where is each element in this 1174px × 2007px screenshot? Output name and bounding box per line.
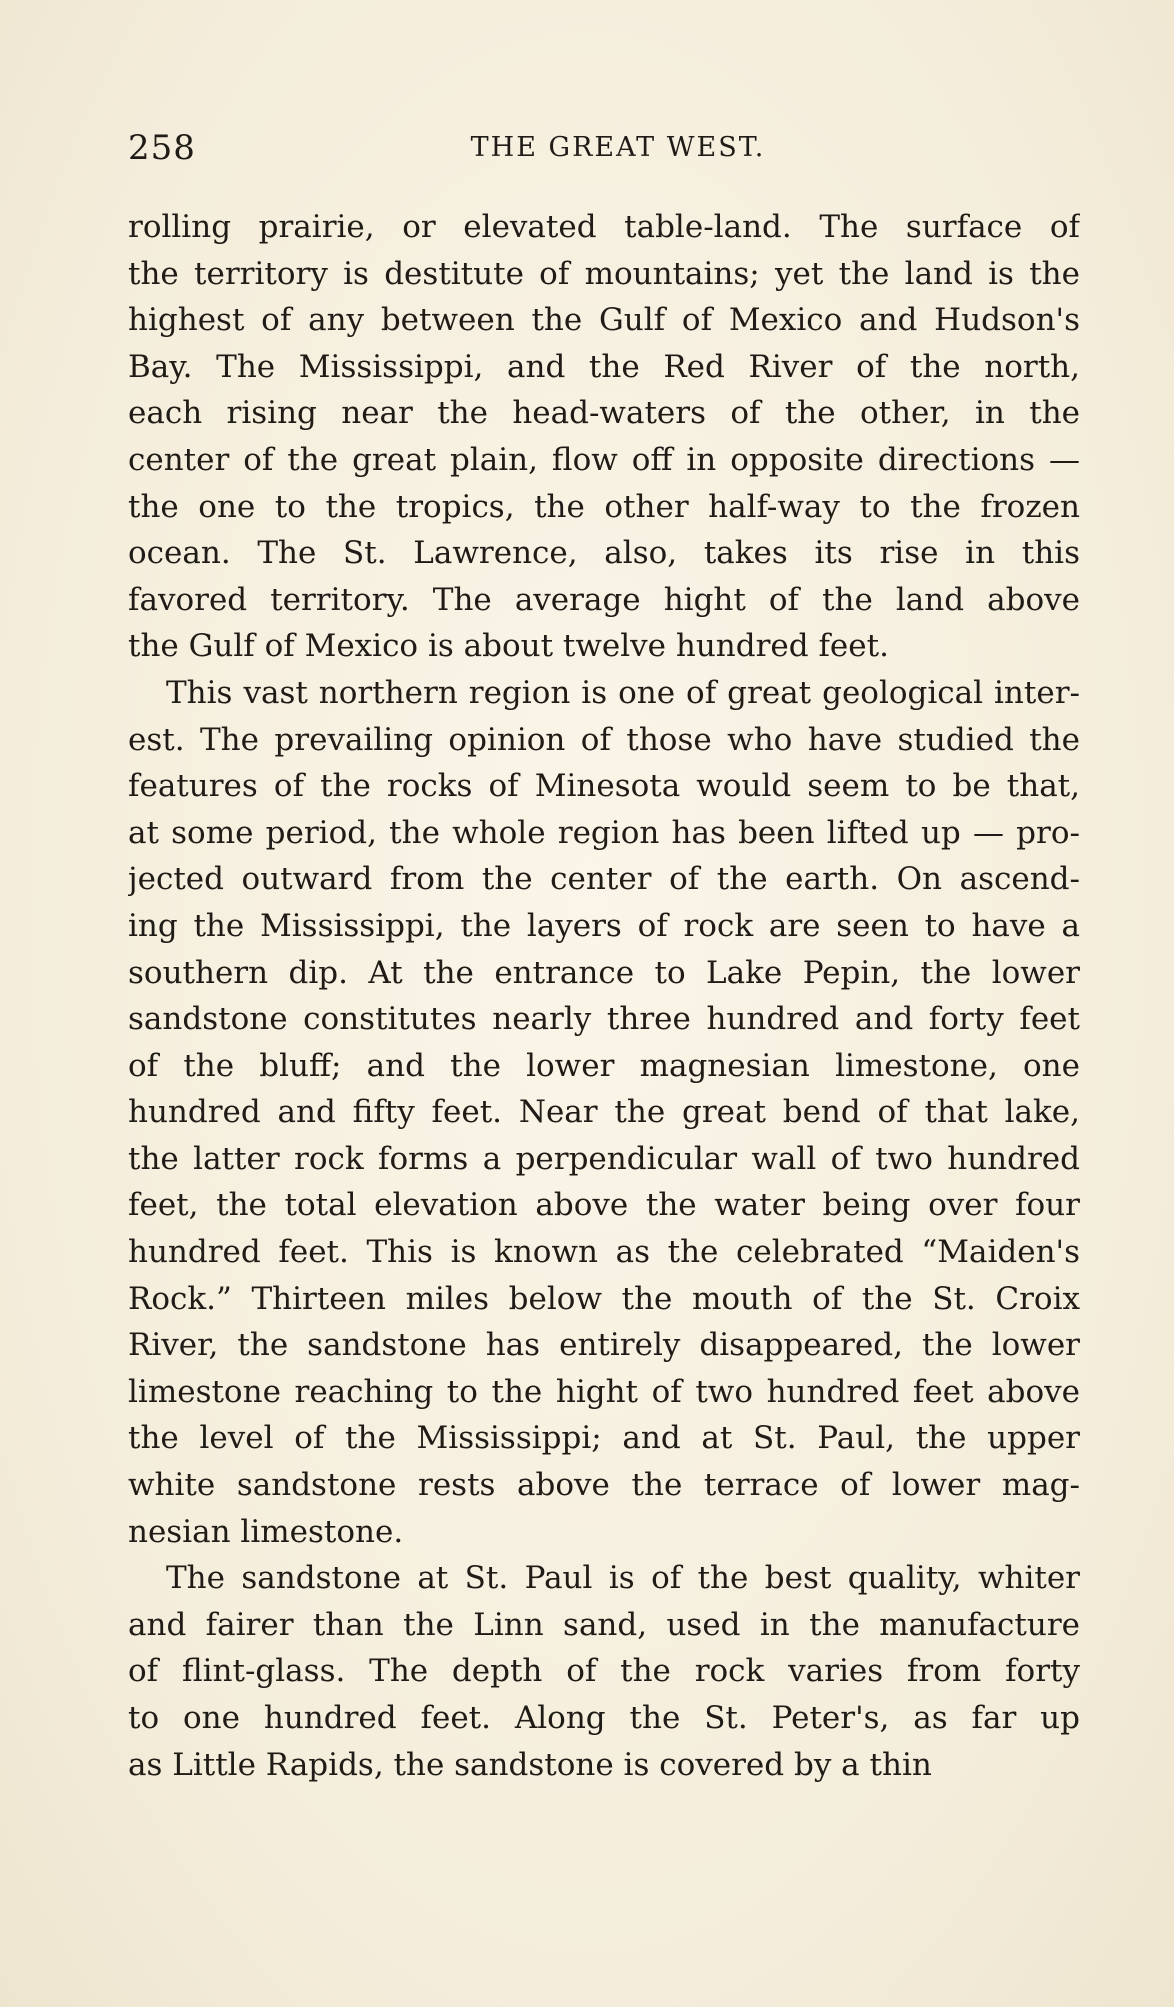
- text-line: the latter rock forms a perpendicular wall of two hundred: [128, 1140, 1080, 1177]
- paragraph: [128, 204, 1080, 670]
- text-line: nesian limestone.: [128, 1513, 404, 1550]
- running-head: [128, 128, 1078, 172]
- text-line: ing the Mississippi, the layers of rock are seen to have a: [128, 907, 1080, 944]
- text-line: hundred and fifty feet. Near the great bend of that lake,: [128, 1094, 1080, 1131]
- paragraph: [128, 1555, 1080, 1788]
- text-line: hundred feet. This is known as the celebrated “Maiden's: [128, 1234, 1080, 1271]
- text-line: the level of the Mississippi; and at St. Paul, the upper: [128, 1420, 1080, 1457]
- text-line: the one to the tropics, the other half-way to the frozen: [128, 488, 1080, 525]
- text-line: favored territory. The average hight of the land above: [128, 581, 1080, 618]
- text-line: and fairer than the Linn sand, used in the manufacture: [128, 1606, 1080, 1643]
- text-line: Bay. The Mississippi, and the Red River of the north,: [128, 348, 1080, 385]
- text-line: features of the rocks of Minesota would seem to be that,: [128, 768, 1080, 805]
- running-title: THE GREAT WEST.: [470, 132, 766, 163]
- text-line: of the bluff; and the lower magnesian limestone, one: [128, 1047, 1080, 1084]
- text-line: as Little Rapids, the sandstone is covered by a thin: [128, 1746, 932, 1783]
- text-line: This vast northern region is one of great geological inter-: [166, 674, 1080, 711]
- text-line: The sandstone at St. Paul is of the best quality, whiter: [166, 1560, 1080, 1597]
- text-line: ocean. The St. Lawrence, also, takes its rise in this: [128, 535, 1080, 572]
- text-line: each rising near the head-waters of the other, in the: [128, 395, 1080, 432]
- body-text: [128, 204, 1080, 1788]
- text-line: to one hundred feet. Along the St. Peter's, as far up: [128, 1700, 1080, 1736]
- text-line: River, the sandstone has entirely disappeared, the lower: [128, 1327, 1080, 1364]
- text-line: of flint-glass. The depth of the rock varies from forty: [128, 1653, 1080, 1690]
- text-line: sandstone constitutes nearly three hundred and forty feet: [128, 1001, 1080, 1038]
- text-line: rolling prairie, or elevated table-land. The surface of: [128, 209, 1080, 245]
- paragraph: [128, 670, 1080, 1555]
- text-line: the territory is destitute of mountains; yet the land is the: [128, 255, 1080, 292]
- text-line: jected outward from the center of the earth. On ascend-: [128, 861, 1080, 898]
- text-line: Rock.” Thirteen miles below the mouth of the St. Croix: [128, 1280, 1080, 1317]
- text-line: feet, the total elevation above the water being over four: [128, 1187, 1080, 1224]
- text-line: highest of any between the Gulf of Mexico and Hudson's: [128, 302, 1080, 339]
- text-line: est. The prevailing opinion of those who have studied the: [128, 721, 1080, 758]
- text-line: white sandstone rests above the terrace of lower mag-: [128, 1467, 1080, 1504]
- text-line: southern dip. At the entrance to Lake Pepin, the lower: [128, 954, 1080, 991]
- page-number: 258: [128, 128, 196, 168]
- text-line: center of the great plain, flow off in opposite directions —: [128, 441, 1080, 478]
- text-line: limestone reaching to the hight of two hundred feet above: [128, 1373, 1080, 1410]
- text-line: at some period, the whole region has been lifted up — pro-: [128, 814, 1080, 851]
- text-line: the Gulf of Mexico is about twelve hundred feet.: [128, 628, 889, 665]
